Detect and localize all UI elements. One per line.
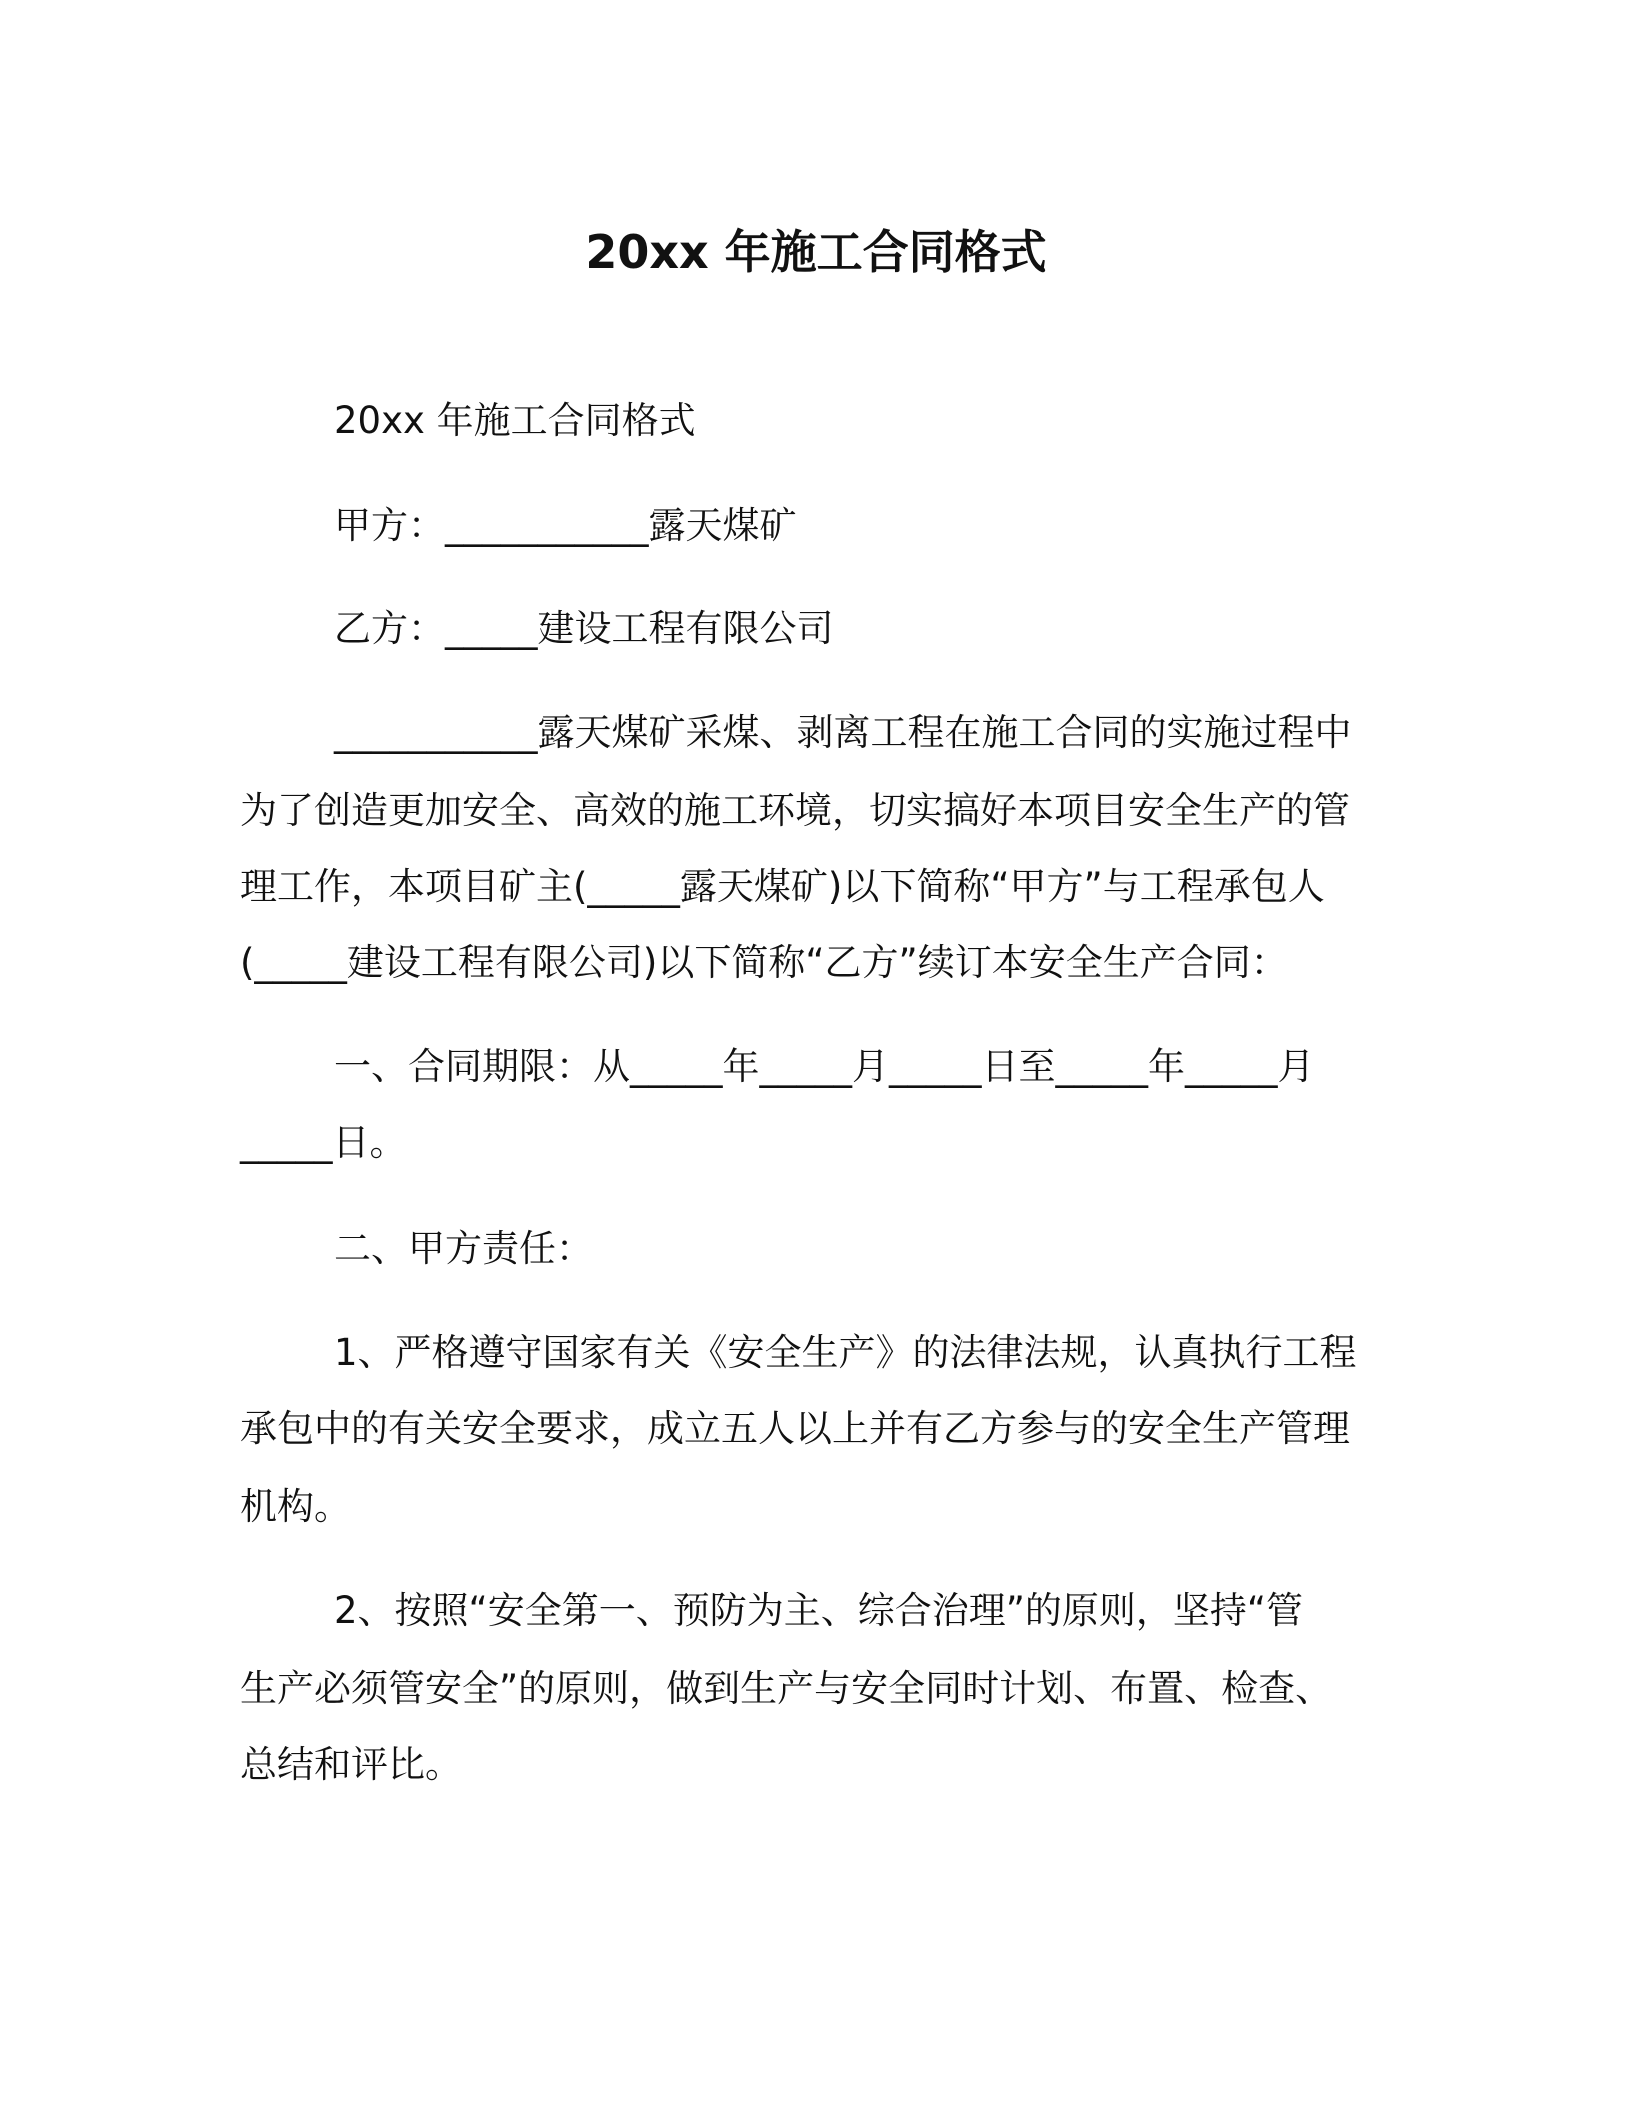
intro-paragraph-line: 为了创造更加安全、高效的施工环境，切实搞好本项目安全生产的管 <box>240 789 1350 832</box>
clause-1-line: 承包中的有关安全要求，成立五人以上并有乙方参与的安全生产管理 <box>240 1407 1350 1450</box>
intro-paragraph-line: ___________露天煤矿采煤、剥离工程在施工合同的实施过程中 <box>334 711 1352 754</box>
clause-2-line: 2、按照“安全第一、预防为主、综合治理”的原则，坚持“管 <box>334 1589 1304 1632</box>
party-a-line: 甲方：___________露天煤矿 <box>334 504 797 547</box>
party-b-line: 乙方：_____建设工程有限公司 <box>334 607 834 650</box>
section-heading: 二、甲方责任： <box>334 1227 593 1270</box>
clause-2-line: 生产必须管安全”的原则，做到生产与安全同时计划、布置、检查、 <box>240 1667 1333 1710</box>
term-line: _____日。 <box>240 1121 407 1164</box>
clause-2-line: 总结和评比。 <box>240 1743 462 1786</box>
term-line: 一、合同期限：从_____年_____月_____日至_____年_____月 <box>334 1045 1315 1088</box>
subtitle-line: 20xx 年施工合同格式 <box>334 399 696 442</box>
clause-1-line: 1、严格遵守国家有关《安全生产》的法律法规，认真执行工程 <box>334 1331 1357 1374</box>
intro-paragraph-line: (_____建设工程有限公司)以下简称“乙方”续订本安全生产合同： <box>240 941 1288 984</box>
document-title: 20xx 年施工合同格式 <box>585 225 1047 279</box>
clause-1-line: 机构。 <box>240 1485 351 1528</box>
intro-paragraph-line: 理工作，本项目矿主(_____露天煤矿)以下简称“甲方”与工程承包人 <box>240 865 1325 908</box>
